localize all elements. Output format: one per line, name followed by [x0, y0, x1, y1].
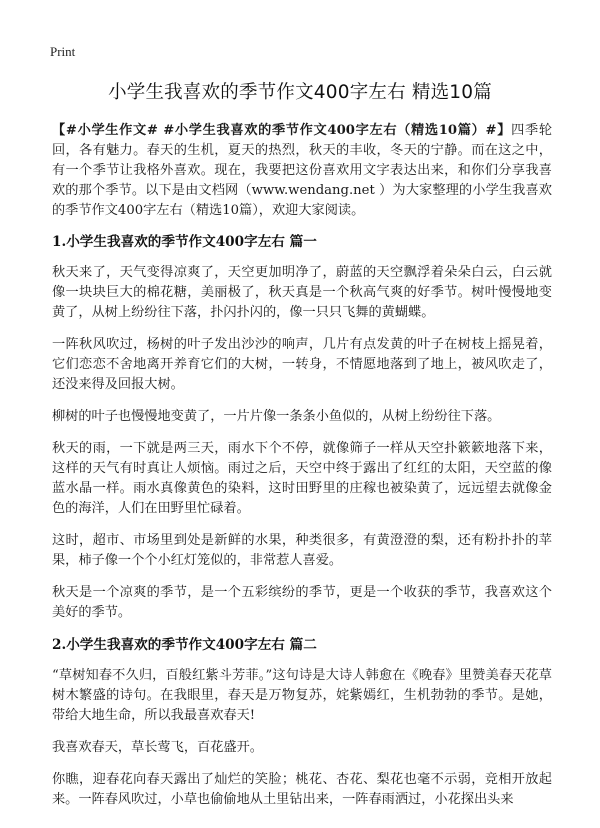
- section-1-paragraph-2: 一阵秋风吹过，杨树的叶子发出沙沙的响声，几片有点发黄的叶子在树枝上摇晃着，它们恋恋不舍地离开养育它们的大树，一转身，不情愿地落到了地上，被风吹走了，还没来得及回报大树。: [52, 337, 552, 392]
- section-1-paragraph-5: 这时，超市、市场里到处是新鲜的水果，种类很多，有黄澄澄的梨，还有粉扑扑的苹果，柿子像一个个小红灯笼似的，非常惹人喜爱。: [52, 533, 552, 568]
- section-2-paragraph-3: 你瞧，迎春花向春天露出了灿烂的笑脸；桃花、杏花、梨花也毫不示弱，竞相开放起来。一阵春风吹过，小草也偷偷地从土里钻出来，一阵春雨洒过，小花探出头来: [52, 772, 552, 807]
- section-heading-2: 2.小学生我喜欢的季节作文400字左右 篇二: [52, 637, 317, 653]
- intro-tag-line: 【#小学生作文# #小学生我喜欢的季节作文400字左右（精选10篇）#】: [52, 123, 512, 138]
- intro-paragraph: [52, 121, 552, 221]
- section-2-paragraph-1: “草树知春不久归，百般红紫斗芳菲。”这句诗是大诗人韩愈在《晚春》里赞美春天花草树木繁盛的诗句。在我眼里，春天是万物复苏，姹紫嫣红，生机勃勃的季节。是她，带给大地生命，所以我最喜欢春天!: [52, 668, 552, 723]
- print-link[interactable]: Print: [50, 44, 76, 59]
- intro-text: 四季轮回，各有魅力。春天的生机，夏天的热烈，秋天的丰收，冬天的宁静。而在这之中，有一个季节让我格外喜欢。现在，我要把这份喜欢用文字表达出来，和你们分享我喜欢的那个季节。以下是由文档网（www.wendang.net ）为大家整理的小学生我喜欢的季节作文400字左右（精选10篇），欢迎大家阅读。: [52, 123, 553, 218]
- section-1-paragraph-3: 柳树的叶子也慢慢地变黄了，一片片像一条条小鱼似的，从树上纷纷往下落。: [52, 409, 501, 424]
- article-body: [52, 121, 552, 822]
- section-1-paragraph-1: 秋天来了，天气变得凉爽了，天空更加明净了，蔚蓝的天空飘浮着朵朵白云，白云就像一块块巨大的棉花糖，美丽极了，秋天真是一个秋高气爽的好季节。树叶慢慢地变黄了，从树上纷纷往下落，扑闪扑闪的，像一只只飞舞的黄蝴蝶。: [52, 265, 552, 320]
- section-1-paragraph-4: 秋天的雨，一下就是两三天，雨水下个不停，就像筛子一样从天空扑簌簌地落下来，这样的天气有时真让人烦恼。雨过之后，天空中终于露出了红红的太阳，天空蓝的像蓝水晶一样。雨水真像黄色的染料，这时田野里的庄稼也被染黄了，远远望去就像金色的海洋，人们在田野里忙碌着。: [52, 441, 552, 516]
- section-heading-1: 1.小学生我喜欢的季节作文400字左右 篇一: [52, 234, 317, 250]
- page-title: 小学生我喜欢的季节作文400字左右 精选10篇: [108, 82, 492, 103]
- section-2-paragraph-2: 我喜欢春天，草长莺飞，百花盛开。: [52, 740, 263, 755]
- section-1-paragraph-6: 秋天是一个凉爽的季节，是一个五彩缤纷的季节，更是一个收获的季节，我喜欢这个美好的季节。: [52, 585, 552, 620]
